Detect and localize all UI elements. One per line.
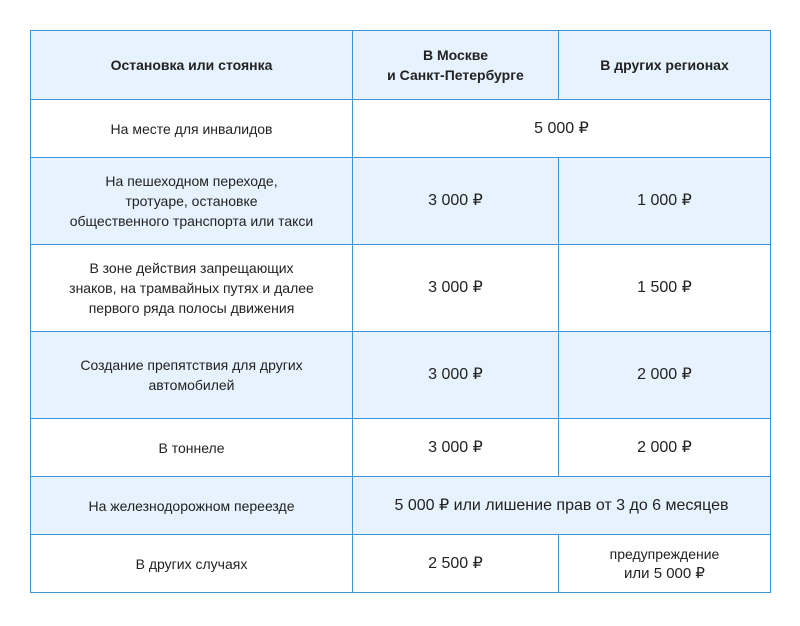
header-moscow-spb — [353, 31, 559, 100]
fine-moscow-spb: 3 000 ₽ — [353, 245, 559, 332]
fine-moscow-spb: 2 500 ₽ — [353, 535, 559, 593]
table-row — [31, 158, 771, 245]
fine-merged-cell: 5 000 ₽ или лишение прав от 3 до 6 месяцев — [353, 477, 771, 535]
table-row — [31, 100, 771, 158]
header-stop-type: Остановка или стоянка — [31, 31, 353, 100]
row-label: На месте для инвалидов — [31, 100, 353, 158]
table-row — [31, 332, 771, 419]
table-row — [31, 245, 771, 332]
fine-merged-cell: 5 000 ₽ — [353, 100, 771, 158]
fine-other-regions: 2 000 ₽ — [559, 332, 771, 419]
header-other-regions: В других регионах — [559, 31, 771, 100]
row-label: На железнодорожном переезде — [31, 477, 353, 535]
fines-table — [30, 30, 771, 593]
table-row — [31, 477, 771, 535]
fine-moscow-spb: 3 000 ₽ — [353, 332, 559, 419]
row-label: В тоннеле — [31, 419, 353, 477]
fine-other-regions: 2 000 ₽ — [559, 419, 771, 477]
fine-other-regions: предупреждение или 5 000 ₽ — [559, 535, 771, 593]
fine-moscow-spb: 3 000 ₽ — [353, 158, 559, 245]
row-label: На пешеходном переходе, тротуаре, остановке общественного транспорта или такси — [31, 158, 353, 245]
header-moscow-spb-line1: В Москве — [422, 47, 489, 63]
fine-moscow-spb: 3 000 ₽ — [353, 419, 559, 477]
fine-other-regions: 1 500 ₽ — [559, 245, 771, 332]
table-row — [31, 419, 771, 477]
row-label: В зоне действия запрещающих знаков, на трамвайных путях и далее первого ряда полосы движения — [31, 245, 353, 332]
row-label: В других случаях — [31, 535, 353, 593]
row-label: Создание препятствия для других автомобилей — [31, 332, 353, 419]
table-row — [31, 535, 771, 593]
header-moscow-spb-line2: и Санкт-Петербурге — [387, 67, 524, 83]
fine-other-regions: 1 000 ₽ — [559, 158, 771, 245]
header-row — [31, 31, 771, 100]
